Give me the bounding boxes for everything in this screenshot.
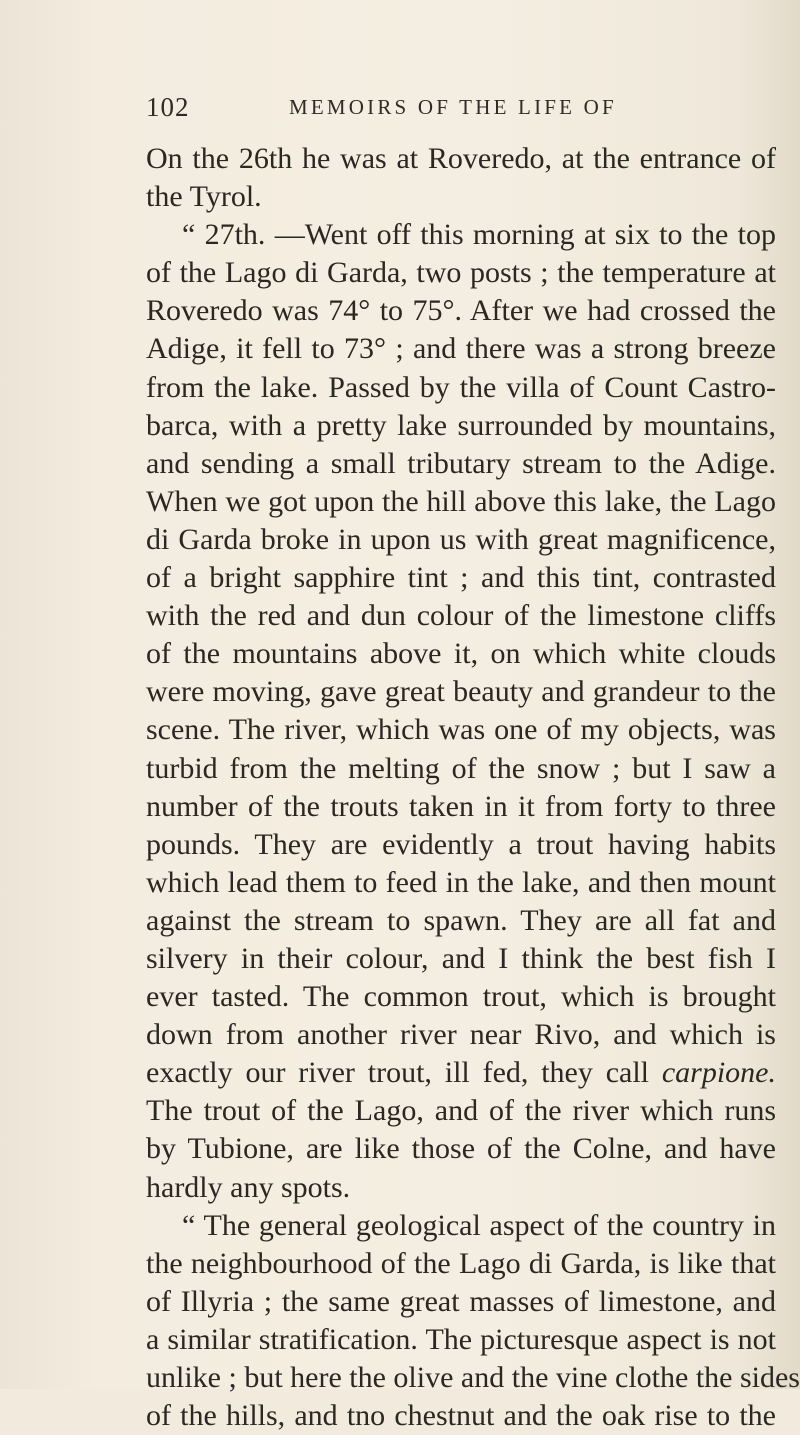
text-line: down from another river near Rivo, and which is — [146, 1018, 776, 1052]
text-line-with-italic — [146, 1054, 776, 1092]
text-line: the neighbourhood of the Lago di Garda, is like that — [146, 1246, 776, 1280]
text-line: unlike ; but here the olive and the vine clothe the sides — [146, 1361, 800, 1394]
text-line: a similar stratification. The picturesque aspect is not — [146, 1322, 776, 1356]
text-line: number of the trouts taken in it from forty to three — [146, 789, 776, 823]
running-title: MEMOIRS OF THE LIFE OF — [289, 95, 617, 119]
text-line: were moving, gave great beauty and grandeur to the — [146, 675, 776, 709]
text-line: di Garda broke in upon us with great magnificence, — [146, 522, 776, 556]
text-line: “ 27th. —Went off this morning at six to the top — [182, 218, 776, 252]
text-line: by Tubione, are like those of the Colne, and have — [146, 1132, 776, 1166]
text-line: of the Lago di Garda, two posts ; the temperature at — [146, 256, 776, 290]
page-number: 102 — [146, 92, 190, 122]
text-line: with the red and dun colour of the limestone cliffs — [146, 599, 776, 633]
text-line: ever tasted. The common trout, which is brought — [146, 980, 776, 1014]
text-line: “ The general geological aspect of the country in — [182, 1208, 776, 1242]
text-line: of the hills, and tno chestnut and the oak rise to the — [146, 1399, 776, 1433]
text-line: silvery in their colour, and I think the best fish I — [146, 941, 776, 975]
text-line: hardly any spots. — [146, 1170, 351, 1204]
text-line: turbid from the melting of the snow ; but I saw a — [146, 751, 776, 785]
text-line: from the lake. Passed by the villa of Count Castro- — [146, 370, 776, 404]
text-line: the Tyrol. — [146, 180, 262, 214]
text-line: The trout of the Lago, and of the river which runs — [146, 1094, 776, 1128]
body-text — [146, 140, 800, 1435]
text-line: pounds. They are evidently a trout having habits — [146, 827, 776, 861]
text-line: of a bright sapphire tint ; and this tint, contrasted — [146, 561, 776, 595]
text-line: scene. The river, which was one of my objects, was — [146, 713, 776, 747]
text-line: On the 26th he was at Roveredo, at the entrance of — [146, 142, 776, 175]
text-line: When we got upon the hill above this lake, the Lago — [146, 484, 776, 518]
text-line: barca, with a pretty lake surrounded by mountains, — [146, 408, 776, 442]
text-line: against the stream to spawn. They are all fat and — [146, 903, 776, 937]
text-line: Roveredo was 74° to 75°. After we had crossed the — [146, 294, 776, 328]
text-line: and sending a small tributary stream to the Adige. — [146, 446, 776, 480]
text-line: of the mountains above it, on which white clouds — [146, 637, 776, 671]
italic-term: carpione. — [661, 1056, 776, 1090]
running-head — [146, 92, 706, 124]
text-line: of Illyria ; the same great masses of limestone, and — [146, 1284, 776, 1318]
text-run: exactly our river trout, ill fed, they call — [146, 1056, 650, 1090]
text-line: which lead them to feed in the lake, and then mount — [146, 865, 776, 899]
text-line: Adige, it fell to 73° ; and there was a strong breeze — [146, 332, 776, 366]
